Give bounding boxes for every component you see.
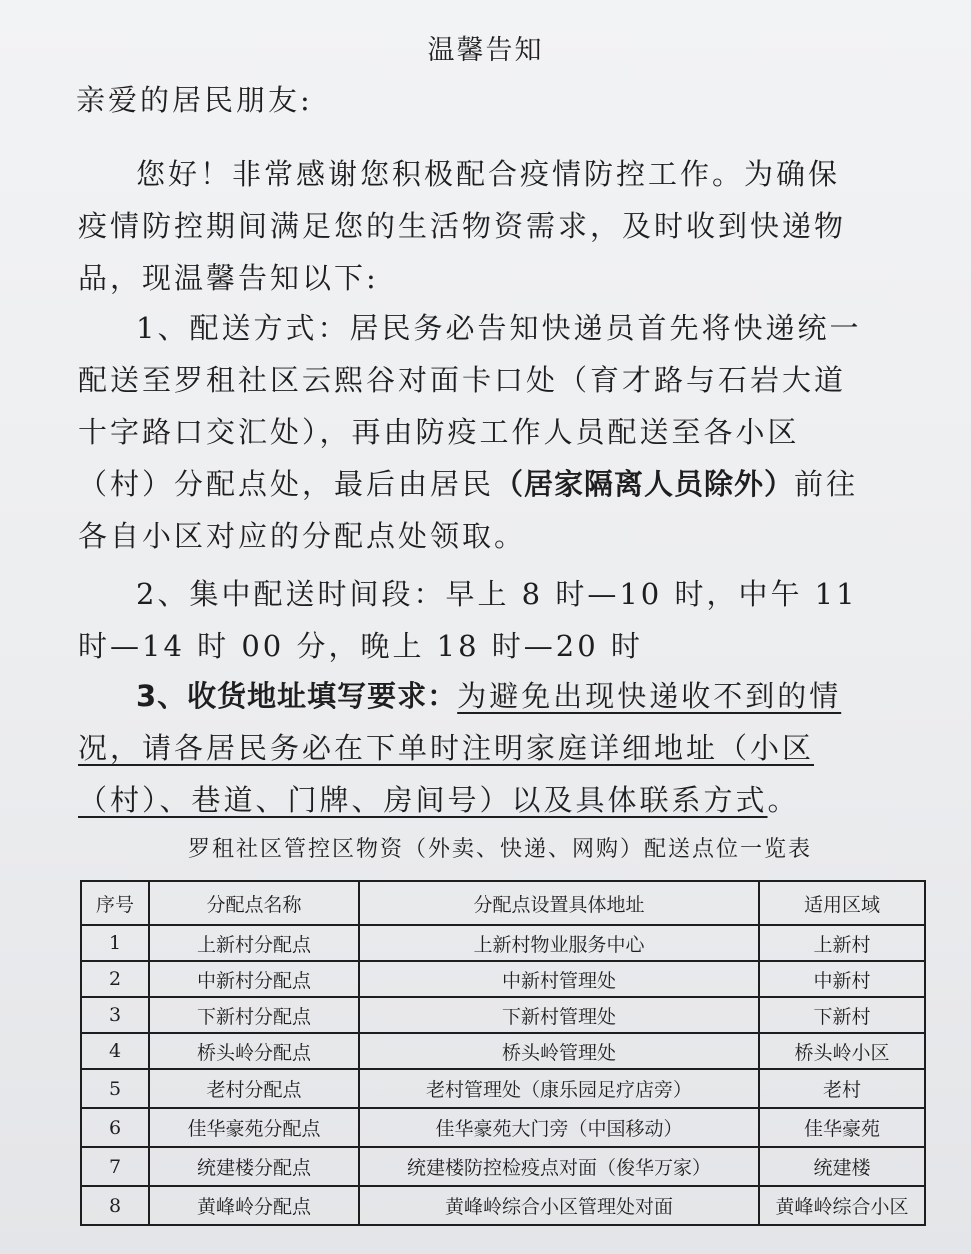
cell-point-name: 中新村分配点 xyxy=(149,961,359,997)
header-point-name: 分配点名称 xyxy=(149,881,359,925)
cell-point-name: 老村分配点 xyxy=(149,1069,359,1108)
cell-area: 上新村 xyxy=(759,925,925,961)
cell-address: 下新村管理处 xyxy=(359,997,759,1033)
table-row xyxy=(81,997,925,1033)
quarantine-exception: （居家隔离人员除外） xyxy=(494,467,795,501)
cell-area: 老村 xyxy=(759,1069,925,1108)
cell-address: 桥头岭管理处 xyxy=(359,1033,759,1069)
address-requirement-text: 为避免出现快递收不到的情况，请各居民务必在下单时注明家庭详细地址（小区（村）、巷道、门牌、房间号）以及具体联系方式 xyxy=(78,679,842,817)
table-row xyxy=(81,925,925,961)
address-requirement-paragraph xyxy=(78,670,864,826)
table-row xyxy=(81,1147,925,1186)
table-header-row xyxy=(81,881,925,925)
cell-point-name: 统建楼分配点 xyxy=(149,1147,359,1186)
cell-area: 桥头岭小区 xyxy=(759,1033,925,1069)
cell-area: 中新村 xyxy=(759,961,925,997)
notice-title: 温馨告知 xyxy=(427,35,544,66)
table-row xyxy=(81,1108,925,1147)
cell-point-name: 佳华豪苑分配点 xyxy=(149,1108,359,1147)
cell-address: 佳华豪苑大门旁（中国移动） xyxy=(359,1108,759,1147)
cell-index: 6 xyxy=(81,1108,149,1147)
table-caption: 罗租社区管控区物资（外卖、快递、网购）配送点位一览表 xyxy=(187,837,812,862)
cell-address: 统建楼防控检疫点对面（俊华万家） xyxy=(359,1147,759,1186)
greeting: 亲爱的居民朋友: xyxy=(76,83,313,117)
cell-index: 2 xyxy=(81,961,149,997)
delivery-time-paragraph: 2、集中配送时间段：早上 8 时—10 时，中午 11 时—14 时 00 分，晚上 18 时—20 时 xyxy=(78,577,858,663)
cell-point-name: 桥头岭分配点 xyxy=(149,1033,359,1069)
cell-area: 下新村 xyxy=(759,997,925,1033)
distribution-table xyxy=(80,880,926,1226)
cell-index: 8 xyxy=(81,1186,149,1225)
header-address: 分配点设置具体地址 xyxy=(359,881,759,925)
cell-index: 5 xyxy=(81,1069,149,1108)
cell-address: 黄峰岭综合小区管理处对面 xyxy=(359,1186,759,1225)
table-row xyxy=(81,1186,925,1225)
delivery-method-paragraph xyxy=(78,302,864,562)
header-index: 序号 xyxy=(81,881,149,925)
address-requirement-heading: 3、收货地址填写要求： xyxy=(136,679,458,713)
cell-area: 佳华豪苑 xyxy=(759,1108,925,1147)
cell-index: 7 xyxy=(81,1147,149,1186)
cell-point-name: 上新村分配点 xyxy=(149,925,359,961)
cell-point-name: 下新村分配点 xyxy=(149,997,359,1033)
cell-address: 老村管理处（康乐园足疗店旁） xyxy=(359,1069,759,1108)
table-row xyxy=(81,961,925,997)
cell-index: 1 xyxy=(81,925,149,961)
delivery-method-text: 1、配送方式：居民务必告知快递员首先将快递统一配送至罗租社区云熙谷对面卡口处（育才路与石岩大道十字路口交汇处），再由防疫工作人员配送至各小区（村）分配点处，最后由居民 xyxy=(78,311,862,501)
cell-address: 中新村管理处 xyxy=(359,961,759,997)
table-row xyxy=(81,1033,925,1069)
cell-index: 3 xyxy=(81,997,149,1033)
cell-index: 4 xyxy=(81,1033,149,1069)
delivery-method-text-end: 前往各自小区对应的分配点处领取。 xyxy=(78,467,859,553)
cell-area: 统建楼 xyxy=(759,1147,925,1186)
cell-point-name: 黄峰岭分配点 xyxy=(149,1186,359,1225)
cell-area: 黄峰岭综合小区 xyxy=(759,1186,925,1225)
table-row xyxy=(81,1069,925,1108)
header-area: 适用区域 xyxy=(759,881,925,925)
address-requirement-end: 。 xyxy=(767,783,800,817)
cell-address: 上新村物业服务中心 xyxy=(359,925,759,961)
intro-paragraph: 您好！非常感谢您积极配合疫情防控工作。为确保疫情防控期间满足您的生活物资需求，及时收到快递物品，现温馨告知以下: xyxy=(78,157,847,295)
